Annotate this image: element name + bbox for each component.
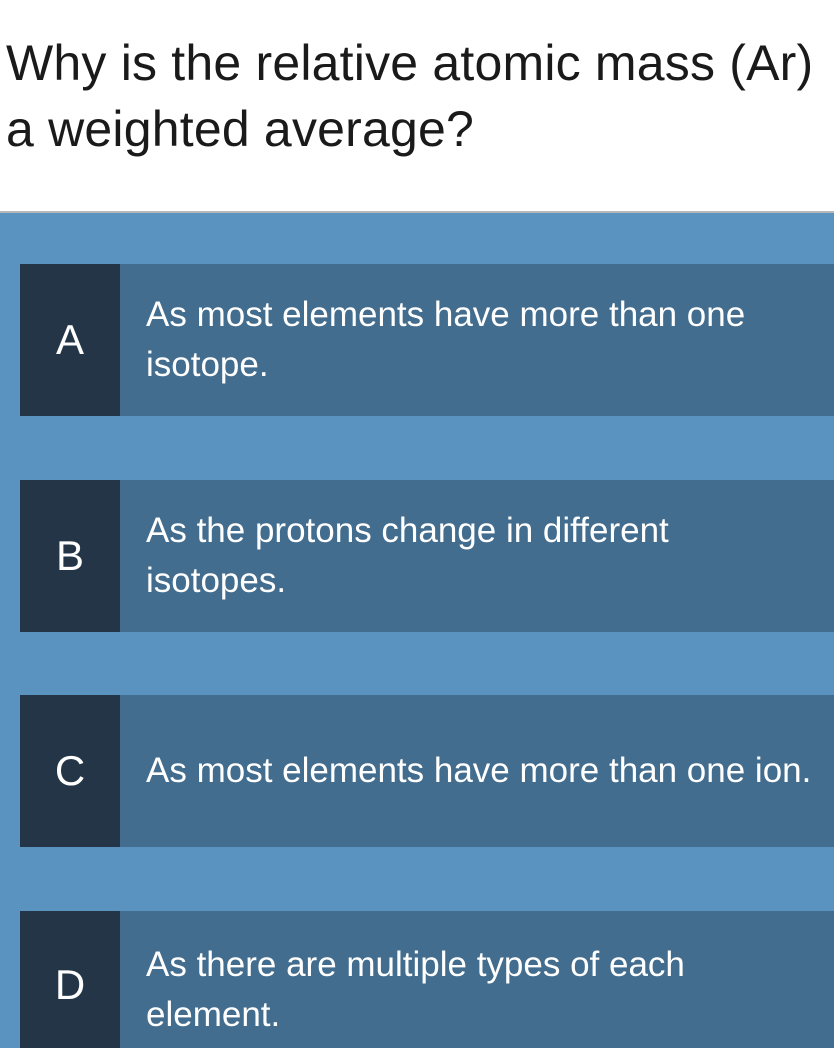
- option-letter-box: [20, 264, 120, 416]
- option-letter: A: [55, 316, 84, 363]
- option-letter: D: [54, 961, 86, 1008]
- option-text-container: [146, 480, 816, 632]
- option-text-container: [146, 695, 816, 847]
- option-letter-box: [20, 695, 120, 847]
- answer-option-b[interactable]: [20, 480, 834, 632]
- option-letter-box: [20, 911, 120, 1048]
- option-letter: C: [54, 747, 86, 794]
- answer-option-a[interactable]: [20, 264, 834, 416]
- option-text-container: [146, 264, 816, 416]
- option-text-container: [146, 911, 816, 1048]
- question-header: [0, 0, 834, 211]
- option-text: As there are multiple types of each element.: [146, 945, 685, 1034]
- option-text: As most elements have more than one isotope.: [146, 295, 746, 384]
- answer-option-d[interactable]: [20, 911, 834, 1048]
- option-letter-box: [20, 480, 120, 632]
- question-text: Why is the relative atomic mass (Ar) a weighted average?: [6, 35, 814, 157]
- answer-option-c[interactable]: [20, 695, 834, 847]
- option-text: As the protons change in different isotopes.: [146, 511, 669, 600]
- option-text: As most elements have more than one ion.: [146, 751, 812, 790]
- option-letter: B: [55, 532, 84, 579]
